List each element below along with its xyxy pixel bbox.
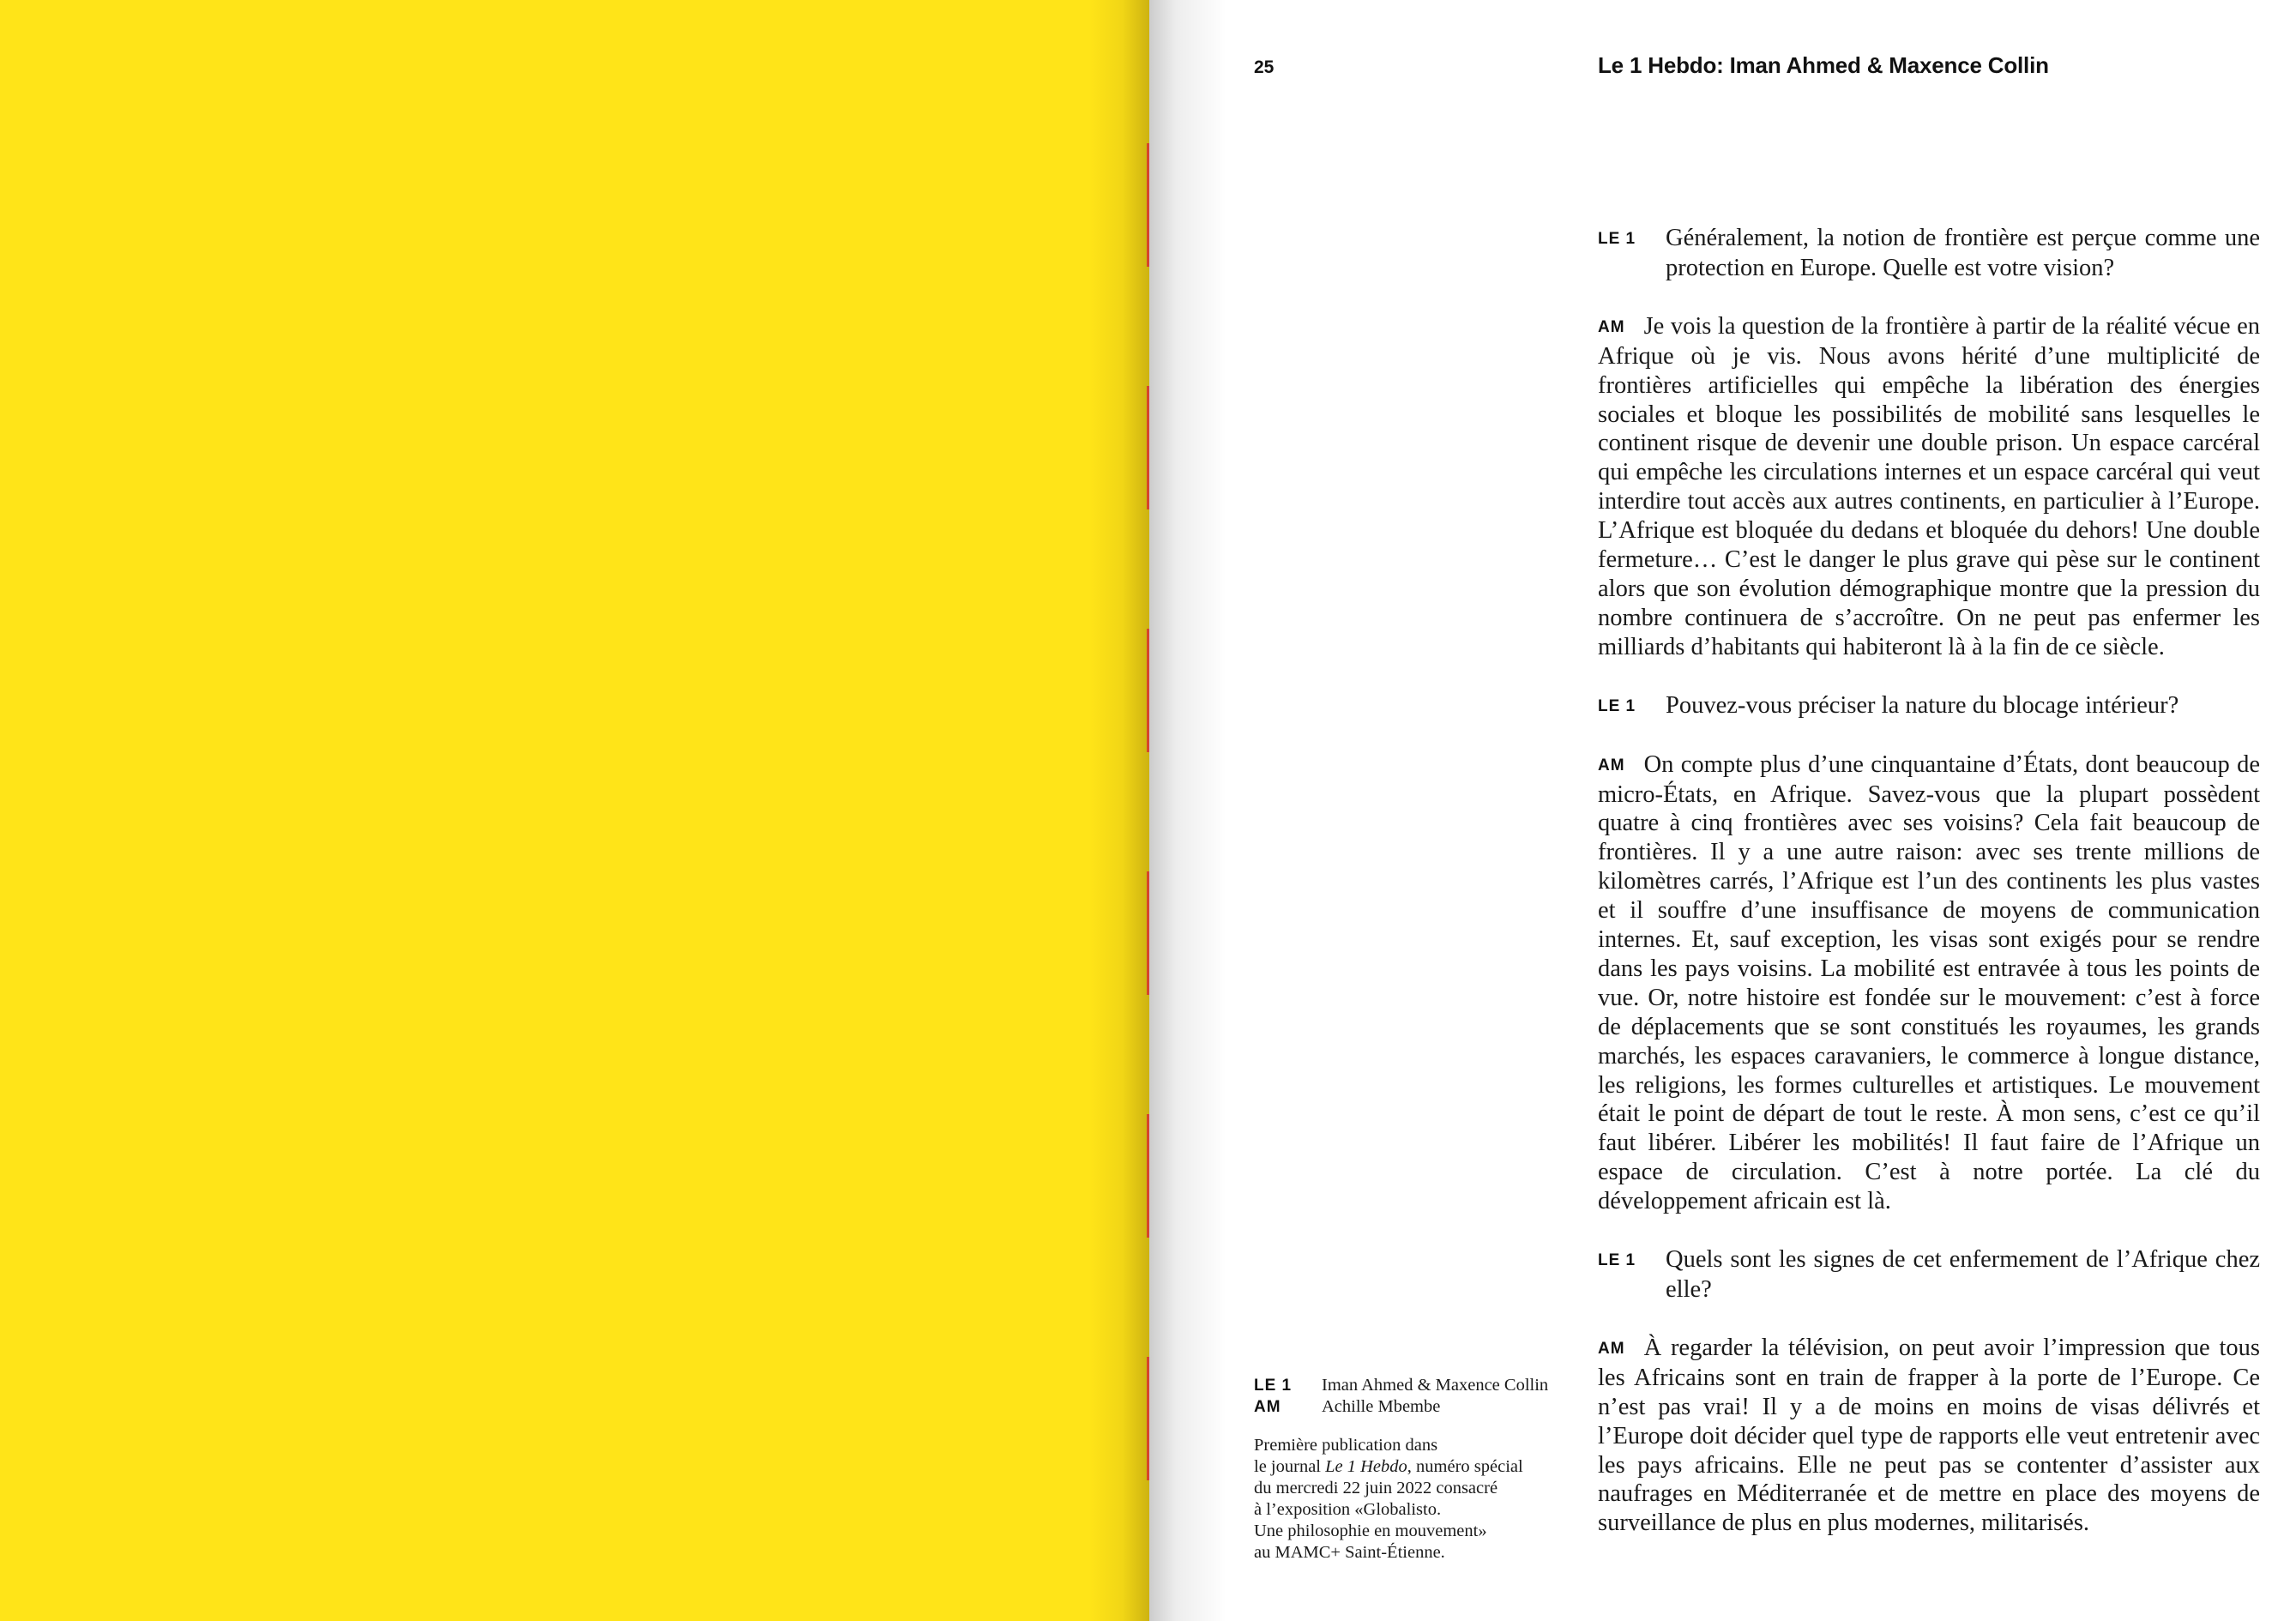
publication-line [1254, 1456, 1597, 1478]
interview-question [1598, 691, 2260, 721]
credit-row [1254, 1375, 1597, 1396]
journal-title: Le 1 Hebdo [1325, 1457, 1407, 1476]
publication-line: à l’exposition «Globalisto. [1254, 1500, 1442, 1519]
answer-text: Je vois la question de la frontière à partir de la réalité vécue en Afrique où je vis. Nous avons hérité d’une multiplicité de frontières artificielles qui empêche la libération des énergies sociales et bloque les possibilités de mobilité sans lesquelles le continent risque de devenir une double prison. Un espace carcéral qui empêche les circulations internes et un espace carcéral qui veut interdire tout accès aux autres continents, en particulier à l’Europe. L’Afrique est bloquée du dedans et bloquée du dehors! Une double fermeture… C’est le danger le plus grave qui pèse sur le continent alors que son évolution démographique montre que la pression du nombre continuera de s’accroître. On ne peut pas enfermer les milliards d’habitants qui habiteront là à la fin de ce siècle. [1598, 312, 2260, 660]
interview-answer [1598, 1334, 2260, 1538]
page-number: 25 [1254, 57, 1275, 77]
answer-text: À regarder la télévision, on peut avoir l’impression que tous les Africains sont en train de frapper à la porte de l’Europe. Ce n’est pas vrai! Il y a de moins en moins de visas délivrés et l’Europe doit décider quel type de rapports elle veut entretenir avec les pays africains. Elle ne peut pas se contenter d’assister aux naufrages en Méditerranée et de mettre en place des moyens de surveillance de plus en plus modernes, militarisés. [1598, 1334, 2260, 1537]
speaker-label: AM [1598, 1339, 1625, 1358]
interview-answer [1598, 312, 2260, 662]
speaker-label: LE 1 [1598, 1251, 1636, 1270]
gutter-shadow [1149, 0, 1226, 1621]
publication-text: , numéro spécial [1407, 1457, 1523, 1476]
interview-question [1598, 224, 2260, 283]
question-text: Quels sont les signes de cet enfermement de l’Afrique chez elle? [1666, 1246, 2260, 1303]
publication-note [1254, 1435, 1597, 1564]
credit-speaker: LE 1 [1254, 1377, 1293, 1395]
sidenote [1254, 1375, 1597, 1564]
credit-name: Achille Mbembe [1322, 1397, 1441, 1416]
question-text: Généralement, la notion de frontière est perçue comme une protection en Europe. Quelle est votre vision? [1666, 225, 2260, 281]
speaker-label: LE 1 [1598, 696, 1636, 715]
running-head: Le 1 Hebdo: Iman Ahmed & Maxence Collin [1598, 52, 2049, 78]
publication-line: Une philosophie en mouvement» [1254, 1522, 1487, 1540]
interview-answer [1598, 750, 2260, 1217]
publication-line: au MAMC+ Saint-Étienne. [1254, 1543, 1445, 1562]
credit-speaker: AM [1254, 1398, 1281, 1416]
speaker-label: LE 1 [1598, 230, 1636, 248]
question-text: Pouvez-vous préciser la nature du blocage intérieur? [1666, 691, 2179, 719]
credit-row [1254, 1396, 1597, 1418]
answer-text: On compte plus d’une cinquantaine d’États, dont beaucoup de micro-États, en Afrique. Savez-vous que la plupart possèdent quatre à cinq frontières avec ses voisins? Cela fait beaucoup de frontières. Il y a une autre raison: avec ses trente millions de kilomètres carrés, l’Afrique est l’un des continents les plus vastes et il souffre d’une insuffisance de moyens de communication internes. Et, sauf exception, les visas sont exigés pour se rendre dans les pays voisins. La mobilité est entravée à tous les points de vue. Or, notre histoire est fondée sur le mouvement: c’est à force de déplacements que se sont constitués les royaumes, les grands marchés, les espaces caravaniers, le commerce à longue distance, les religions, les formes culturelles et artistiques. Le mouvement était le point de départ de tout le reste. À mon sens, c’est ce qu’il faut libérer. Libérer les mobilités! Il faut faire de l’Afrique un espace de circulation. C’est à notre portée. La clé du développement africain est là. [1598, 750, 2260, 1215]
publication-text: le journal [1254, 1457, 1326, 1476]
interview-question [1598, 1245, 2260, 1305]
publication-line: Première publication dans [1254, 1436, 1438, 1455]
interview-column [1598, 224, 2260, 1567]
speaker-label: AM [1598, 317, 1625, 336]
publication-line: du mercredi 22 juin 2022 consacré [1254, 1479, 1498, 1497]
credit-name: Iman Ahmed & Maxence Collin [1322, 1376, 1549, 1395]
speaker-label: AM [1598, 756, 1625, 774]
page-curve-shadow [1089, 0, 1149, 1621]
